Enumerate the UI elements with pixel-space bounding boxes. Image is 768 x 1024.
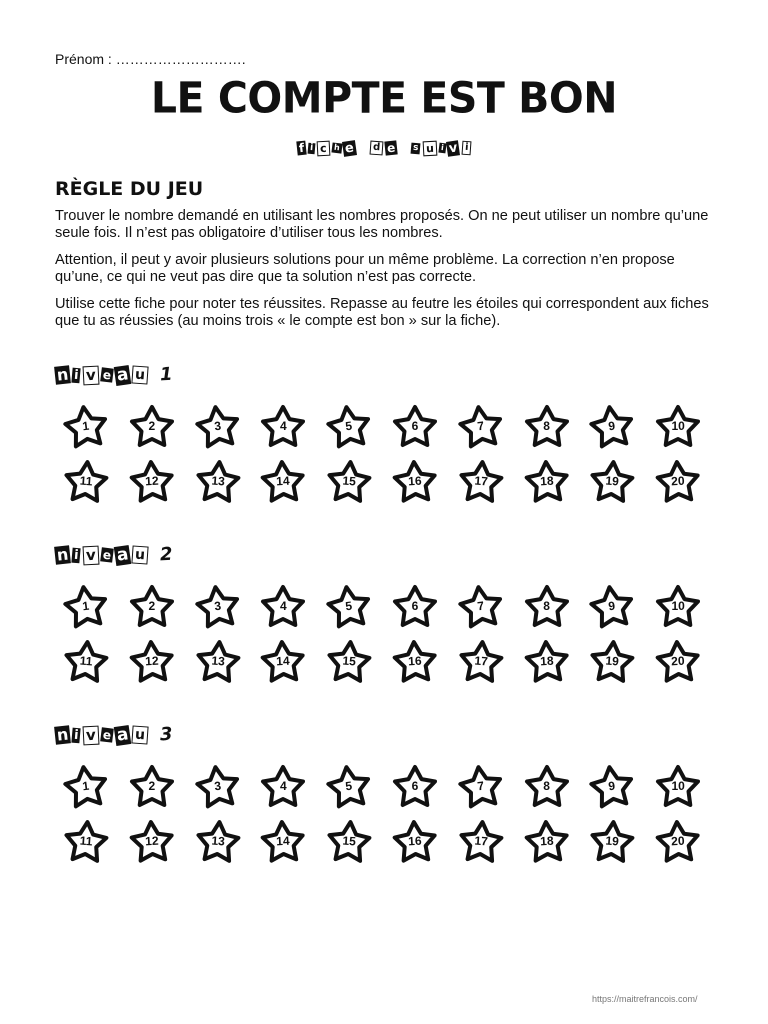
cutout-letter: i (73, 367, 80, 383)
star-icon[interactable] (59, 761, 112, 814)
star-number: 14 (276, 653, 291, 669)
star-icon[interactable] (390, 818, 440, 868)
star-icon[interactable] (259, 764, 307, 812)
star-icon[interactable] (521, 458, 571, 508)
star-icon[interactable] (322, 761, 375, 814)
cutout-letter: e (101, 367, 112, 383)
star-number: 18 (539, 653, 554, 669)
star-number: 16 (407, 473, 422, 489)
cutout-letter: a (115, 723, 130, 746)
level-1-stars (62, 404, 712, 514)
star-icon[interactable] (653, 638, 703, 688)
star-number: 4 (280, 419, 287, 433)
level-3-stars (62, 764, 712, 874)
star-icon[interactable] (455, 817, 506, 868)
star-icon[interactable] (454, 761, 507, 814)
star-number: 16 (407, 653, 422, 669)
star-number: 3 (213, 418, 222, 434)
star-icon[interactable] (587, 817, 638, 868)
cutout-letter: d (370, 141, 384, 156)
star-number: 2 (148, 779, 156, 793)
cutout-letter: u (422, 140, 437, 156)
star-icon[interactable] (523, 584, 571, 632)
cutout-letter: e (101, 727, 112, 743)
star-icon[interactable] (523, 764, 571, 812)
cutout-letter: c (317, 140, 330, 156)
star-icon[interactable] (454, 401, 507, 454)
star-number: 19 (605, 473, 620, 489)
star-row (62, 459, 712, 514)
star-icon[interactable] (191, 581, 244, 634)
star-number: 1 (81, 418, 90, 434)
star-number: 5 (344, 778, 354, 794)
star-number: 8 (543, 599, 550, 613)
cutout-letter: 3 (159, 723, 174, 746)
star-icon[interactable] (390, 458, 440, 508)
star-row (62, 764, 712, 819)
cutout-letter: 1 (159, 363, 174, 386)
star-icon[interactable] (324, 637, 375, 688)
cutout-letter: v (82, 365, 99, 385)
star-number: 15 (342, 833, 357, 849)
cutout-letter: h (331, 142, 342, 153)
star-icon[interactable] (258, 638, 308, 688)
star-number: 15 (342, 473, 357, 489)
star-icon[interactable] (654, 764, 702, 812)
star-icon[interactable] (391, 404, 439, 452)
footer-url: https://maitrefrancois.com/ (592, 994, 698, 1004)
cutout-letter: e (386, 140, 397, 156)
star-icon[interactable] (587, 457, 638, 508)
star-icon[interactable] (59, 401, 112, 454)
star-number: 1 (81, 778, 90, 794)
cutout-letter: v (82, 725, 99, 745)
star-icon[interactable] (521, 818, 571, 868)
star-number: 4 (280, 599, 287, 613)
star-icon[interactable] (258, 818, 308, 868)
star-icon[interactable] (654, 584, 702, 632)
cutout-letter: e (101, 547, 112, 563)
star-icon[interactable] (258, 458, 308, 508)
star-number: 1 (81, 598, 90, 614)
star-number: 10 (671, 779, 685, 793)
star-icon[interactable] (191, 761, 244, 814)
level-2-stars (62, 584, 712, 694)
star-icon[interactable] (322, 581, 375, 634)
star-number: 14 (276, 473, 291, 489)
star-number: 6 (411, 779, 419, 793)
star-icon[interactable] (653, 458, 703, 508)
star-number: 13 (210, 833, 225, 849)
star-number: 3 (213, 598, 222, 614)
star-row (62, 819, 712, 874)
star-number: 17 (473, 653, 489, 669)
cutout-letter: s (411, 142, 421, 154)
star-icon[interactable] (192, 637, 243, 688)
star-number: 5 (344, 418, 354, 434)
star-icon[interactable] (586, 401, 639, 454)
star-icon[interactable] (191, 401, 244, 454)
star-row (62, 404, 712, 459)
star-number: 20 (671, 653, 686, 669)
star-number: 20 (671, 833, 686, 849)
star-number: 17 (473, 833, 489, 849)
star-icon[interactable] (455, 637, 506, 688)
star-number: 15 (342, 653, 357, 669)
prenom-line: Prénom : ………………………. (55, 51, 246, 67)
star-number: 13 (210, 473, 225, 489)
star-number: 12 (144, 473, 159, 489)
star-icon[interactable] (60, 817, 111, 868)
cutout-letter: i (438, 143, 446, 154)
cutout-letter: v (448, 139, 459, 157)
star-icon[interactable] (259, 584, 307, 632)
star-icon[interactable] (128, 404, 176, 452)
star-number: 18 (539, 473, 554, 489)
cutout-letter: e (344, 139, 356, 157)
cutout-letter: i (73, 727, 80, 743)
level-3-title (55, 725, 175, 755)
rules-paragraph-2: Attention, il peut y avoir plusieurs solutions pour un même problème. La correction n’en propose qu’une, ce qui ne veut pas dire que ta solution n’est pas correcte. (55, 252, 675, 285)
star-icon[interactable] (324, 457, 375, 508)
cutout-letter: i (307, 142, 315, 154)
star-number: 5 (344, 598, 354, 614)
rules-paragraph-3: Utilise cette fiche pour noter tes réussites. Repasse au feutre les étoiles qui correspondent aux fiches que tu as réussies (au moins trois « le compte est bon » sur la fiche). (55, 296, 709, 329)
cutout-letter: i (461, 141, 471, 156)
star-number: 13 (210, 653, 225, 669)
cutout-letter: n (55, 724, 70, 745)
star-icon[interactable] (259, 404, 307, 452)
star-number: 11 (79, 833, 93, 849)
star-icon[interactable] (59, 581, 112, 634)
star-number: 10 (671, 599, 685, 613)
star-icon[interactable] (127, 818, 177, 868)
cutout-letter: f (297, 140, 305, 156)
star-number: 6 (411, 599, 419, 613)
cutout-letter: n (55, 364, 70, 385)
star-number: 4 (280, 779, 287, 793)
cutout-letter: n (55, 544, 70, 565)
star-icon[interactable] (128, 764, 176, 812)
star-icon[interactable] (324, 817, 375, 868)
star-row (62, 584, 712, 639)
star-icon[interactable] (586, 761, 639, 814)
cutout-letter: u (132, 545, 149, 564)
star-number: 12 (144, 833, 159, 849)
star-icon[interactable] (653, 818, 703, 868)
star-icon[interactable] (654, 404, 702, 452)
rules-paragraph-1: Trouver le nombre demandé en utilisant les nombres proposés. On ne peut utiliser un nombre qu’une seule fois. Il n’est pas obligatoire d’utiliser tous les nombres. (55, 208, 709, 241)
star-number: 9 (607, 778, 617, 794)
star-number: 18 (539, 833, 554, 849)
star-icon[interactable] (127, 458, 177, 508)
star-number: 9 (607, 598, 617, 614)
star-number: 2 (148, 419, 156, 433)
star-icon[interactable] (127, 638, 177, 688)
star-icon[interactable] (587, 637, 638, 688)
star-icon[interactable] (391, 764, 439, 812)
star-icon[interactable] (192, 817, 243, 868)
star-number: 7 (476, 598, 485, 614)
star-number: 8 (543, 779, 550, 793)
star-icon[interactable] (60, 457, 111, 508)
star-number: 16 (407, 833, 422, 849)
star-icon[interactable] (322, 401, 375, 454)
cutout-letter: i (73, 547, 80, 563)
star-number: 3 (213, 778, 222, 794)
star-number: 17 (473, 473, 489, 489)
cutout-letter: a (115, 543, 130, 566)
star-icon[interactable] (455, 457, 506, 508)
star-number: 2 (148, 599, 156, 613)
level-1-title (55, 365, 175, 395)
star-number: 6 (411, 419, 419, 433)
star-number: 7 (476, 418, 485, 434)
cutout-letter: u (132, 365, 149, 384)
page-title: LE COMPTE EST BON (150, 72, 618, 124)
star-number: 12 (144, 653, 159, 669)
subtitle (0, 139, 768, 163)
star-number: 19 (605, 653, 620, 669)
star-number: 11 (79, 653, 93, 669)
star-icon[interactable] (523, 404, 571, 452)
star-icon[interactable] (391, 584, 439, 632)
rules-heading: RÈGLE DU JEU (55, 178, 204, 200)
star-number: 7 (476, 778, 485, 794)
star-number: 8 (543, 419, 550, 433)
star-number: 19 (605, 833, 620, 849)
star-number: 14 (276, 833, 291, 849)
star-icon[interactable] (60, 637, 111, 688)
star-number: 9 (607, 418, 617, 434)
star-number: 11 (79, 473, 93, 489)
cutout-letter: v (82, 545, 99, 565)
star-row (62, 639, 712, 694)
cutout-letter: 2 (159, 543, 174, 566)
level-2-title (55, 545, 175, 575)
star-icon[interactable] (390, 638, 440, 688)
star-number: 10 (671, 419, 685, 433)
star-icon[interactable] (521, 638, 571, 688)
star-icon[interactable] (586, 581, 639, 634)
star-number: 20 (671, 473, 686, 489)
cutout-letter: a (115, 363, 130, 386)
cutout-letter: u (132, 725, 149, 744)
star-icon[interactable] (128, 584, 176, 632)
star-icon[interactable] (454, 581, 507, 634)
star-icon[interactable] (192, 457, 243, 508)
